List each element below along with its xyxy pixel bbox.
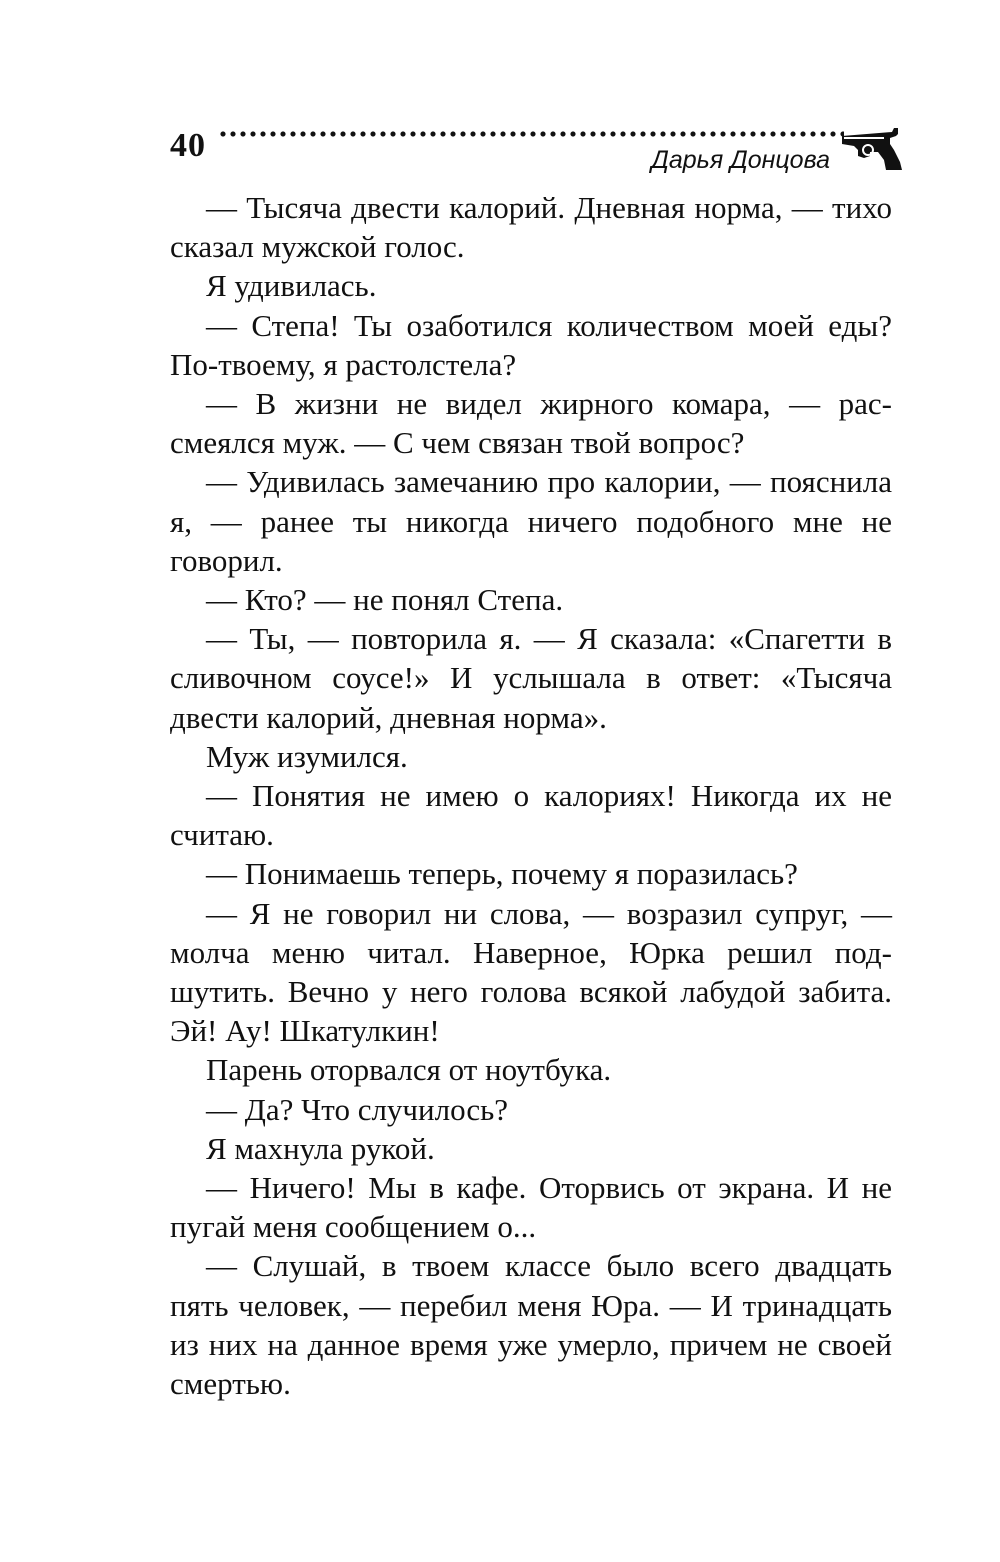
dotted-leader	[218, 130, 844, 138]
body-text	[170, 188, 892, 1403]
paragraph: — Понятия не имею о калориях! Никогда их не считаю.	[170, 778, 892, 853]
paragraph: — Тысяча двести калорий. Дневная норма, — тихо сказал мужской голос.	[170, 190, 892, 265]
paragraph: — Кто? — не понял Степа.	[206, 582, 564, 618]
paragraph: Я удивилась.	[206, 268, 377, 304]
paragraph: — В жизни не видел жирного комара, — рассмеялся муж. — С чем связан твой вопрос?	[170, 386, 892, 461]
paragraph: — Степа! Ты озаботился количеством моей еды? По-твоему, я растолстела?	[170, 307, 892, 382]
page-header	[170, 118, 910, 180]
paragraph: — Понимаешь теперь, почему я поразилась?	[206, 856, 798, 892]
paragraph: — Да? Что случилось?	[206, 1091, 509, 1127]
paragraph: — Слушай, в твоем классе было всего двадцать пять человек, — перебил меня Юра. — И тринадцать из них на данное время уже умерло, причем не своей смертью.	[170, 1248, 892, 1402]
paragraph: — Ты, — повторила я. — Я сказала: «Спагетти в сливочном соусе!» И услышала в ответ: «Тысяча двести калорий, дневная норма».	[170, 621, 892, 735]
running-head-author: Дарья Донцова	[651, 146, 830, 174]
paragraph: Я махнула рукой.	[206, 1130, 435, 1166]
revolver-icon	[840, 126, 904, 172]
paragraph: Муж изумился.	[206, 738, 408, 774]
page-number: 40	[170, 127, 206, 164]
paragraph: — Ничего! Мы в кафе. Оторвись от экрана. И не пугай меня сообщением о...	[170, 1170, 892, 1245]
paragraph: — Удивилась замечанию про калории, — пояснила я, — ранее ты никогда ничего подобного мне не говорил.	[170, 464, 892, 578]
paragraph: Парень оторвался от ноутбука.	[206, 1052, 612, 1088]
paragraph: — Я не говорил ни слова, — возразил супруг, — молча меню читал. Наверное, Юрка решил подшутить. Вечно у него голова всякой лабудой забита. Эй! Ау! Шкатулкин!	[170, 895, 892, 1049]
